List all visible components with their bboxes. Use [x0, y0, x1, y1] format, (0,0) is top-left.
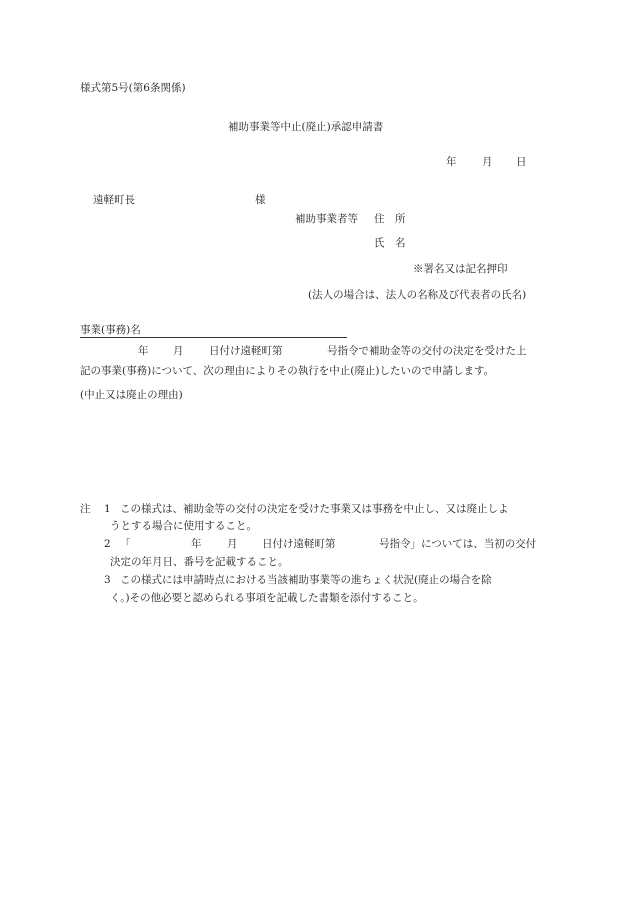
address-label: 住 所	[374, 213, 406, 225]
notes-prefix: 注	[80, 503, 91, 515]
note-2-number: 2	[104, 538, 111, 550]
body-rest: 号指令で補助金等の交付の決定を受けた上	[327, 345, 527, 357]
project-name-field	[80, 323, 347, 338]
document-title: 補助事業等中止(廃止)承認申請書	[228, 121, 384, 133]
date-day: 日	[516, 156, 527, 168]
form-number: 様式第5号(第6条関係)	[80, 82, 186, 94]
date-month: 月	[482, 156, 493, 168]
corporation-note: (法人の場合は、法人の名称及び代表者の氏名)	[308, 289, 527, 301]
note-2-month: 月	[227, 538, 238, 550]
addressee-honorific: 様	[255, 194, 266, 206]
date-year: 年	[446, 156, 457, 168]
note-3-line2: く。)その他必要と認められる事項を記載した書類を添付すること。	[110, 592, 424, 604]
body-month: 月	[173, 345, 184, 357]
note-1-line2: うとする場合に使用すること。	[110, 520, 257, 532]
note-2-ref: 日付け遠軽町第	[262, 538, 336, 550]
note-2-year: 年	[191, 538, 202, 550]
name-label: 氏 名	[374, 237, 406, 249]
body-line2: 記の事業(事務)について、次の理由によりその執行を中止(廃止)したいので申請します。	[80, 365, 495, 377]
reason-label: (中止又は廃止の理由)	[80, 389, 183, 401]
project-name-label: 事業(事務)名	[80, 324, 141, 336]
note-1-number: 1	[104, 503, 111, 515]
note-2-open-quote: 「	[120, 538, 131, 550]
note-2-line2: 決定の年月日、番号を記載すること。	[110, 556, 289, 568]
signature-note: ※署名又は記名押印	[413, 263, 508, 275]
applicant-label: 補助事業者等	[295, 213, 358, 225]
note-3-line1: この様式には申請時点における当該補助事業等の進ちょく状況(廃止の場合を除	[120, 574, 492, 586]
body-year: 年	[138, 345, 149, 357]
body-ref: 日付け遠軽町第	[209, 345, 283, 357]
note-2-rest: 号指令」については、当初の交付	[379, 538, 537, 550]
note-3-number: 3	[104, 574, 111, 586]
note-1-line1: この様式は、補助金等の交付の決定を受けた事業又は事務を中止し、又は廃止しよ	[120, 503, 509, 515]
addressee-name: 遠軽町長	[93, 194, 135, 206]
